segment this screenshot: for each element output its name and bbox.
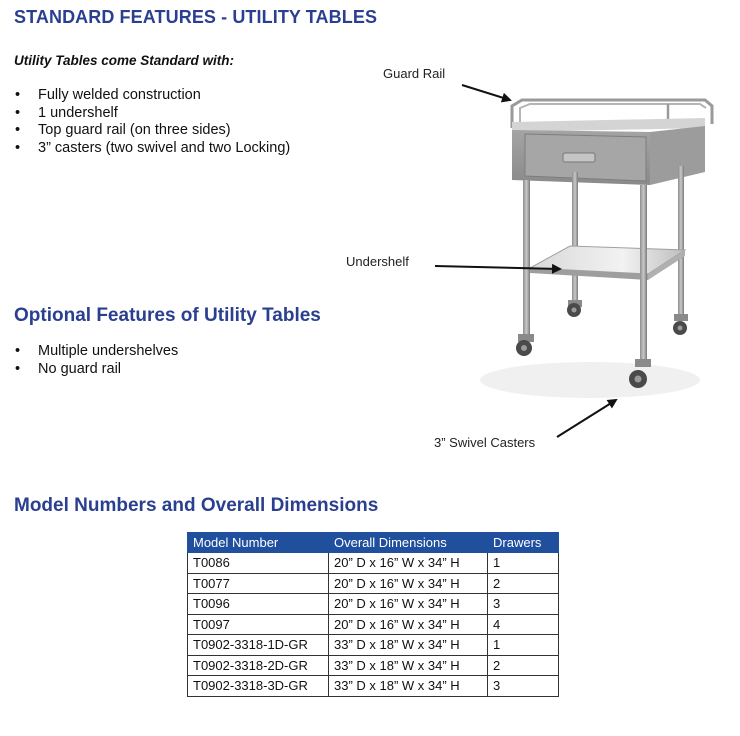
drawers-cell: 2 [488,655,559,676]
casters-label: 3” Swivel Casters [434,435,536,450]
optional-features-list [14,343,178,378]
table-row [188,614,559,635]
dimensions-cell: 33” D x 18” W x 34” H [329,655,488,676]
casters-arrow [557,400,616,437]
model-number-cell: T0902-3318-3D-GR [188,676,329,697]
standard-features-title: STANDARD FEATURES - UTILITY TABLES [14,7,378,27]
drawers-cell: 4 [488,614,559,635]
model-number-cell: T0096 [188,594,329,615]
model-number-cell: T0077 [188,573,329,594]
dimensions-cell: 20” D x 16” W x 34” H [329,553,488,574]
standard-features-list [14,87,290,157]
list-item: • Fully welded construction [14,87,290,105]
list-item: • 3” casters (two swivel and two Locking) [14,140,290,158]
optional-features-title: Optional Features of Utility Tables [14,305,321,326]
table-row [188,573,559,594]
utility-table-illustration [450,60,720,405]
model-number-cell: T0902-3318-2D-GR [188,655,329,676]
model-numbers-title: Model Numbers and Overall Dimensions [14,495,379,516]
drawers-cell: 1 [488,553,559,574]
header-drawers: Drawers [488,533,559,553]
model-dimensions-table [187,532,559,697]
drawers-cell: 1 [488,635,559,656]
dimensions-cell: 20” D x 16” W x 34” H [329,573,488,594]
dimensions-cell: 33” D x 18” W x 34” H [329,635,488,656]
model-number-cell: T0086 [188,553,329,574]
dimensions-cell: 20” D x 16” W x 34” H [329,594,488,615]
list-item: • Top guard rail (on three sides) [14,122,290,140]
guard-rail-label: Guard Rail [383,66,446,81]
drawers-cell: 3 [488,594,559,615]
undershelf-label: Undershelf [346,254,409,269]
table-row [188,655,559,676]
standard-features-intro: Utility Tables come Standard with: [14,53,235,68]
dimensions-cell: 20” D x 16” W x 34” H [329,614,488,635]
dimensions-cell: 33” D x 18” W x 34” H [329,676,488,697]
drawers-cell: 2 [488,573,559,594]
model-number-cell: T0902-3318-1D-GR [188,635,329,656]
list-item: • 1 undershelf [14,105,290,123]
header-model-number: Model Number [188,533,329,553]
table-header-row [188,533,559,553]
table-row [188,676,559,697]
model-number-cell: T0097 [188,614,329,635]
drawers-cell: 3 [488,676,559,697]
list-item: • No guard rail [14,361,178,379]
table-row [188,553,559,574]
table-row [188,594,559,615]
table-row [188,635,559,656]
header-overall-dimensions: Overall Dimensions [329,533,488,553]
list-item: • Multiple undershelves [14,343,178,361]
